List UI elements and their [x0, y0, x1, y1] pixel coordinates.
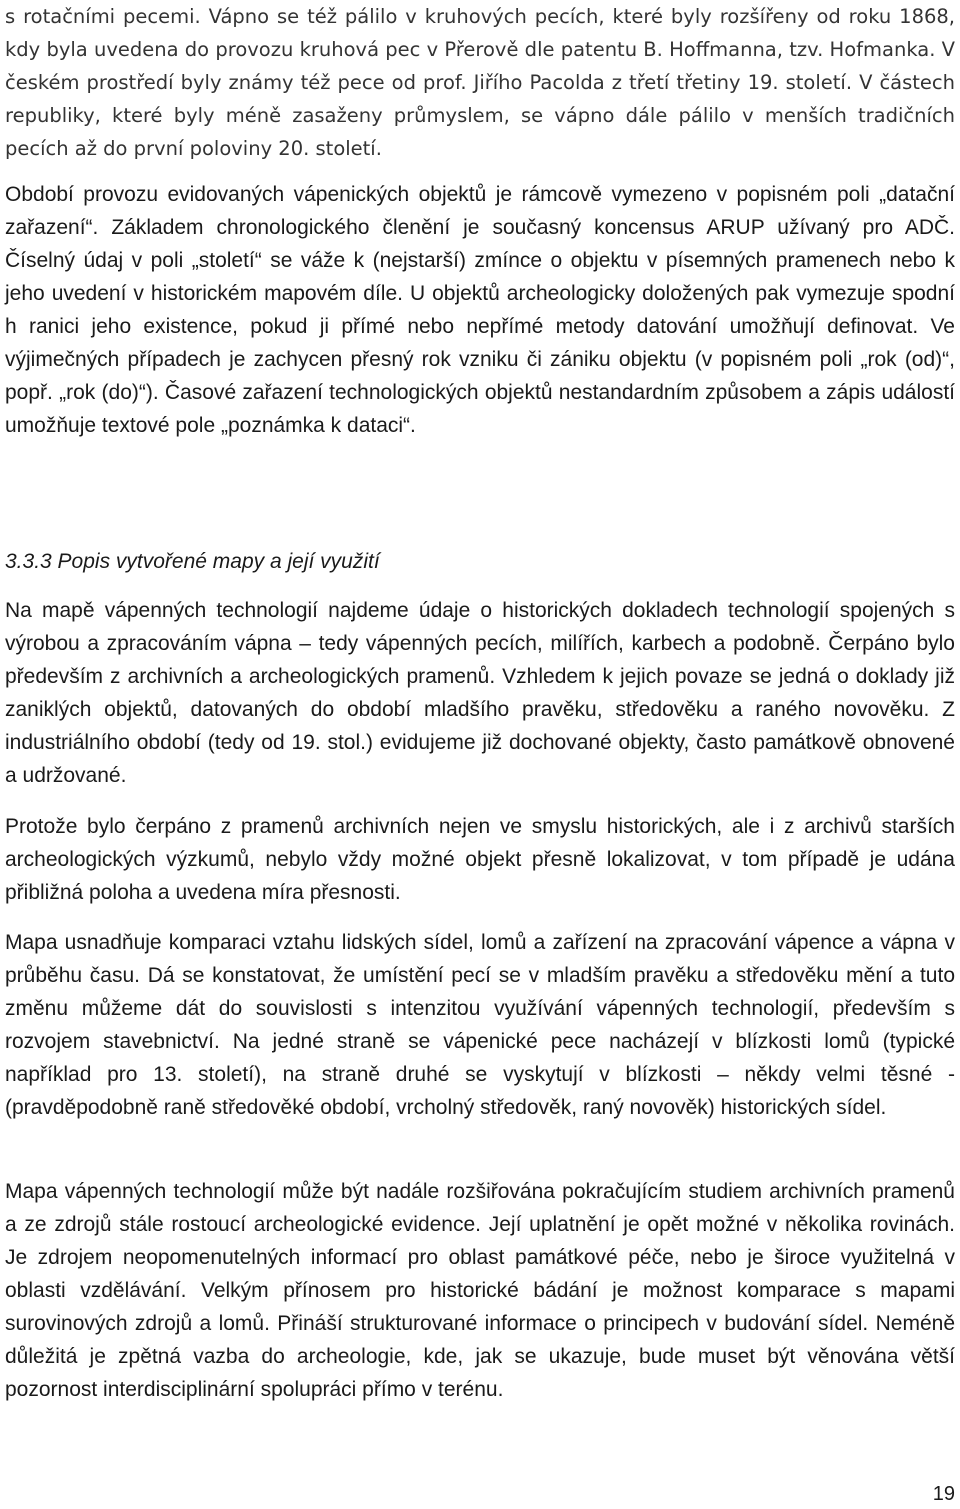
section-heading: 3.3.3 Popis vytvořené mapy a její využití	[5, 550, 380, 573]
paragraph-dating: Období provozu evidovaných vápenických objektů je rámcově vymezeno v popisném poli „datační zařazení“. Základem chronologického členění je současný koncensus ARUP užívaný pro ADČ. Číselný údaj v poli „století“ se váže k (nejstarší) zmínce o objektu v písemných pramenech nebo k jeho uvedení v historickém mapovém díle. U objektů archeologicky doložených pak vymezuje spodní h ranici jeho existence, pokud ji přímé nebo nepřímé metody datování umožňují definovat. Ve výjimečných případech je zachycen přesný rok vzniku či zániku objektu (v popisném poli „rok (od)“, popř. „rok (do)“). Časové zařazení technologických objektů nestandardním způsobem a zápis událostí umožňuje textové pole „poznámka k dataci“.	[5, 183, 955, 437]
page-number: 19	[932, 1483, 955, 1505]
paragraph-kilns-history: s rotačními pecemi. Vápno se též pálilo v kruhových pecích, které byly rozšířeny od roku 1868, kdy byla uvedena do provozu kruhová pec v Přerově dle patentu B. Hoffmanna, tzv. Hofmanka. V českém prostředí byly známy též pece od prof. Jiřího Pacolda z třetí třetiny 19. století. V částech republiky, které byly méně zasaženy průmyslem, se vápno dále pálilo v menších tradičních pecích až do první poloviny 20. století.	[5, 5, 955, 160]
paragraph-sources: Protože bylo čerpáno z pramenů archivních nejen ve smyslu historických, ale i z archivů starších archeologických výzkumů, nebylo vždy možné objekt přesně lokalizovat, v tom případě je udána přibližná poloha a uvedena míra přesnosti.	[5, 815, 955, 904]
paragraph-comparison: Mapa usnadňuje komparaci vztahu lidských sídel, lomů a zařízení na zpracování vápence a vápna v průběhu času. Dá se konstatovat, že umístění pecí se v mladším pravěku a středověku mění a tuto změnu můžeme dát do souvislosti s intenzitou využívání vápenných technologií, především s rozvojem stavebnictví. Na jedné straně se vápenické pece nacházejí v blízkosti lomů (typické například pro 13. století), na straně druhé se vyskytují v blízkosti – někdy velmi těsné - (pravděpodobně raně středověké období, vrcholný středověk, raný novověk) historických sídel.	[5, 931, 955, 1119]
paragraph-future-use: Mapa vápenných technologií může být nadále rozšiřována pokračujícím studiem archivních pramenů a ze zdrojů stále rostoucí archeologické evidence. Její uplatnění je opět možné v několika rovinách. Je zdrojem neopomenutelných informací pro oblast památkové péče, nebo je široce využitelná v oblasti vzdělávání. Velkým přínosem pro historické bádání je možnost komparace s mapami surovinových zdrojů a lomů. Přináší strukturované informace o principech v budování sídel. Neméně důležitá je zpětná vazba do archeologie, kde, jak se ukazuje, bude muset být věnována větší pozornost interdisciplinární spolupráci přímo v terénu.	[5, 1180, 955, 1401]
paragraph-map-description: Na mapě vápenných technologií najdeme údaje o historických dokladech technologií spojených s výrobou a zpracováním vápna – tedy vápenných pecích, milířích, karbech a podobně. Čerpáno bylo především z archivních a archeologických pramenů. Vzhledem k jejich povaze se jedná o doklady již zaniklých objektů, datovaných do období mladšího pravěku, středověku a raného novověku. Z industriálního období (tedy od 19. stol.) evidujeme již dochované objekty, často památkově obnovené a udržované.	[5, 599, 955, 787]
